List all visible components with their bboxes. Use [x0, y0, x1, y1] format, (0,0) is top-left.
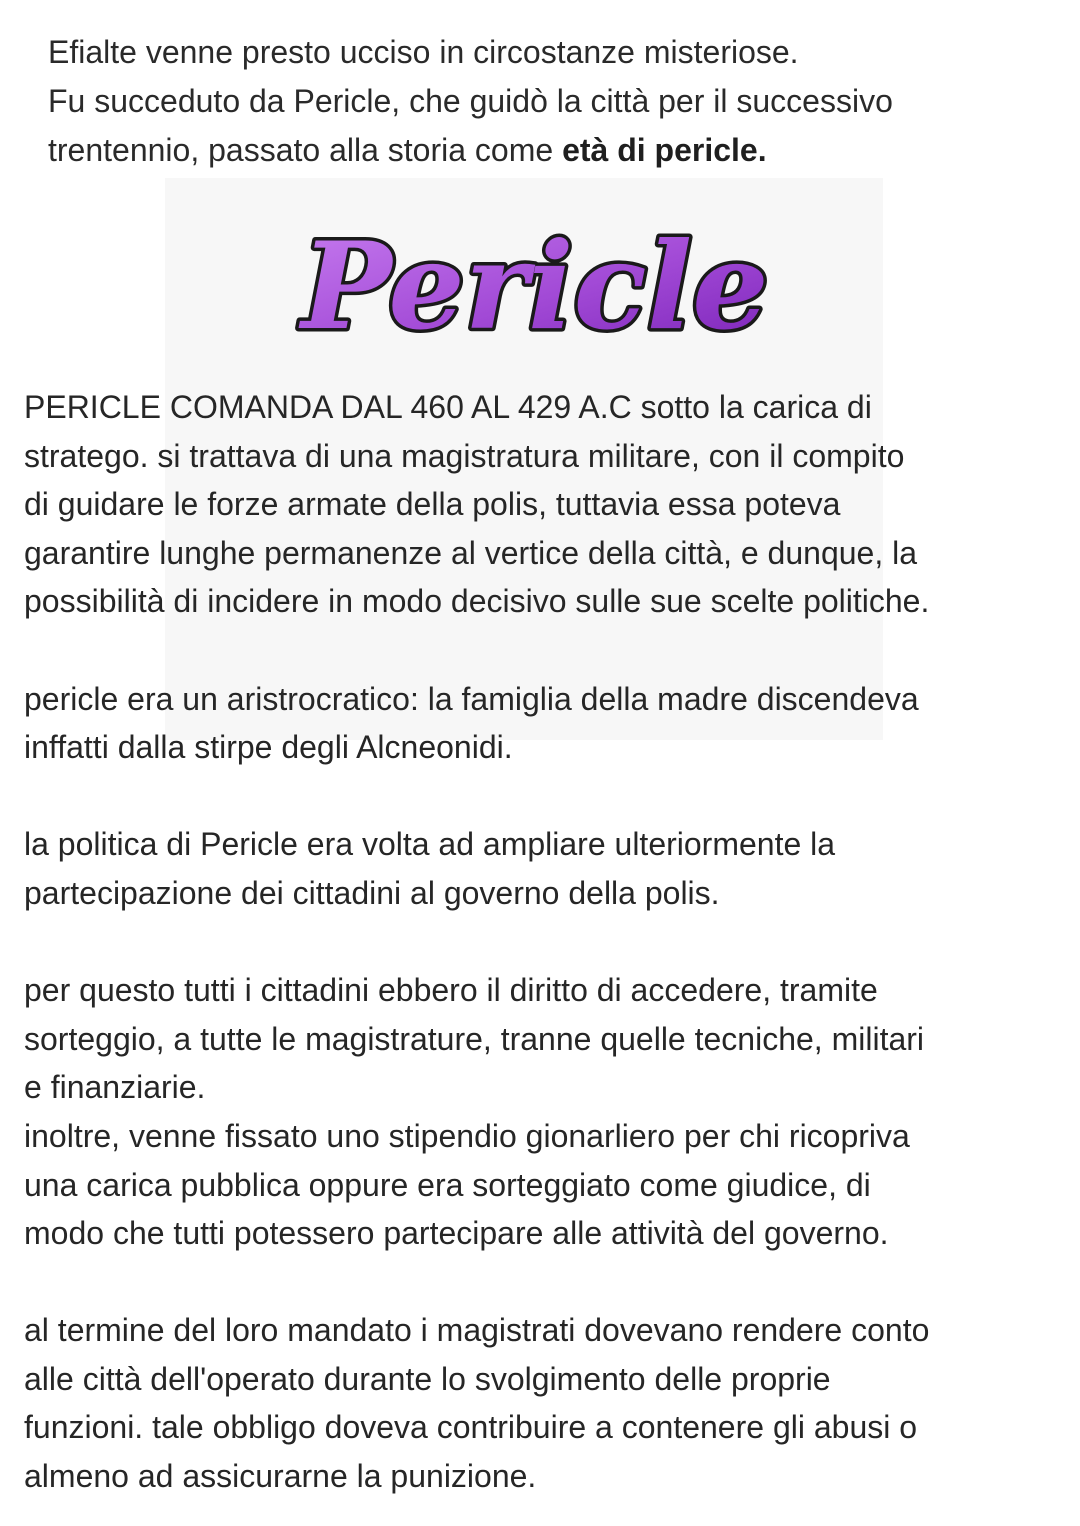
text-line: al termine del loro mandato i magistrati dovevano rendere conto: [24, 1312, 930, 1349]
title-lettering: [0, 210, 1080, 360]
paragraph-aristocrat: [24, 675, 1064, 772]
text-line: pericle era un aristrocratico: la famiglia della madre discendeva: [24, 680, 919, 717]
text-line: per questo tutti i cittadini ebbero il diritto di accedere, tramite: [24, 972, 878, 1009]
paragraph-politics: [24, 820, 1064, 917]
text-line: inoltre, venne fissato uno stipendio gionarliero per chi ricopriva: [24, 1117, 910, 1154]
text-line: funzioni. tale obbligo doveva contribuire a contenere gli abusi o: [24, 1409, 918, 1446]
paragraph-spacer: [24, 626, 1064, 675]
text-line: possibilità di incidere in modo decisivo sulle sue scelte politiche.: [24, 583, 930, 620]
intro-line: [48, 126, 1058, 175]
text-line: sorteggio, a tutte le magistrature, tranne quelle tecniche, militari: [24, 1020, 925, 1057]
highlight-eta-di-pericle: età di pericle.: [562, 132, 767, 168]
paragraph-spacer: [24, 918, 1064, 967]
text-line: garantire lunghe permanenze al vertice della città, e dunque, la: [24, 534, 918, 571]
text-line: PERICLE COMANDA DAL 460 AL 429 A.C sotto la carica di: [24, 389, 872, 425]
text-line: e finanziarie.: [24, 1069, 206, 1106]
title-text: Pericle: [301, 216, 769, 357]
intro-paragraph: [48, 28, 1058, 175]
text-line: modo che tutti potessero partecipare alle attività del governo.: [24, 1215, 889, 1252]
intro-line: Fu succeduto da Pericle, che guidò la città per il successivo: [48, 83, 893, 119]
text-line: partecipazione dei cittadini al governo della polis.: [24, 874, 720, 911]
text-line: stratego. si trattava di una magistratura militare, con il compito: [24, 437, 905, 474]
text-line: di guidare le forze armate della polis, tuttavia essa poteva: [24, 486, 841, 523]
text-line: inffatti dalla stirpe degli Alcneonidi.: [24, 729, 513, 766]
paragraph-citizens-rights: [24, 966, 1064, 1258]
text-line: alle città dell'operato durante lo svolgimento delle proprie: [24, 1360, 831, 1397]
text-line: la politica di Pericle era volta ad ampliare ulteriormente la: [24, 826, 836, 863]
paragraph-accountability: [24, 1306, 1064, 1500]
paragraph-spacer: [24, 772, 1064, 821]
intro-line: Efialte venne presto ucciso in circostanze misteriose.: [48, 34, 799, 70]
paragraph-spacer: [24, 1258, 1064, 1307]
paragraph-strategos: [24, 383, 1064, 626]
text-line: una carica pubblica oppure era sorteggiato come giudice, di: [24, 1166, 871, 1203]
intro-line-text: trentennio, passato alla storia come: [48, 132, 563, 168]
text-line: almeno ad assicurarne la punizione.: [24, 1458, 537, 1495]
page-title: [0, 210, 1080, 360]
main-content: [24, 383, 1064, 1501]
